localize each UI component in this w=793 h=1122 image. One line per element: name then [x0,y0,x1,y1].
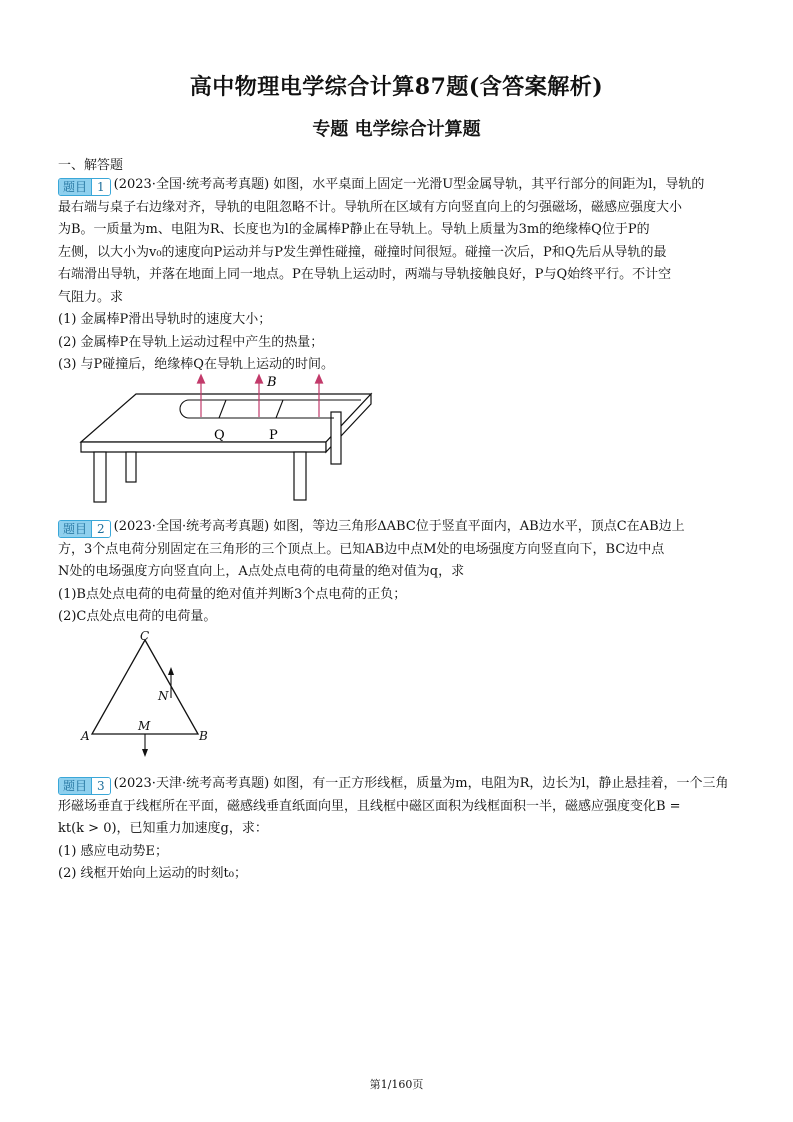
question-line: 最右端与桌子右边缘对齐，导轨的电阻忽略不计。导轨所在区域有方向竖直向上的匀强磁场，磁感应强度大小 [58,199,683,215]
question-1 [58,174,738,377]
table-leg [126,452,136,482]
question-line: kt(k > 0)，已知重力加速度g，求： [58,821,268,836]
page-footer: 第1/160页 [369,1078,424,1091]
sub-question: (2) 金属棒P在导轨上运动过程中产生的热量； [58,334,324,350]
label-c: C [140,629,150,643]
document-title: 高中物理电学综合计算87题(含答案解析) [189,74,604,100]
question-line [58,773,738,796]
question-line: N处的电场强度方向竖直向上，A点处点电荷的电荷量的绝对值为q，求 [58,564,465,579]
question-line [58,516,738,539]
sub-question: (1) 感应电动势E； [58,843,169,859]
question-text: (2023·天津·统考高考真题) 如图，有一正方形线框，质量为m，电阻为R，边长为l，静止悬挂着，一个三角 [113,776,729,791]
question-line: 为B。一质量为m、电阻为R、长度也为l的金属棒P静止在导轨上。导轨上质量为3m的绝缘棒Q位于P的 [58,222,650,237]
question-badge [58,777,111,795]
label-q: Q [214,428,225,443]
triangle-figure [78,628,218,760]
badge-number: 1 [91,179,110,195]
table-leg [94,452,106,502]
label-p: P [269,428,278,443]
table-front-edge [81,442,326,452]
question-line [58,174,738,197]
question-line: 右端滑出导轨，并落在地面上同一地点。P在导轨上运动时，两端与导轨接触良好，P与Q始终平行。不计空 [58,267,672,282]
label-n: N [158,689,169,703]
badge-label: 题目 [59,778,91,794]
section-heading: 一、解答题 [58,158,124,173]
badge-label: 题目 [59,521,91,537]
label-a: A [81,729,90,743]
label-m: M [138,719,151,733]
question-line: 气阻力。求 [58,289,124,305]
question-line: 形磁场垂直于线框所在平面，磁感线垂直纸面向里，且线框中磁区面积为线框面积一半，磁感应强度变化B = [58,798,681,814]
question-line: 左侧，以大小为v₀的速度向P运动并与P发生弹性碰撞，碰撞时间很短。碰撞一次后，P和Q先后从导轨的最 [58,244,667,260]
badge-number: 3 [91,778,110,794]
sub-question: (1) 金属棒P滑出导轨时的速度大小； [58,312,272,327]
table-rail-figure [76,372,376,506]
sub-question: (1)B点处点电荷的电荷量的绝对值并判断3个点电荷的正负； [58,586,407,602]
question-badge [58,178,111,196]
question-line: 方，3个点电荷分别固定在三角形的三个顶点上。已知AB边中点M处的电场强度方向竖直向下，BC边中点 [58,541,665,557]
question-text: (2023·全国·统考高考真题) 如图，水平桌面上固定一光滑U型金属导轨，其平行部分的间距为l，导轨的 [113,177,705,192]
badge-number: 2 [91,521,110,537]
sub-question: (3) 与P碰撞后，绝缘棒Q在导轨上运动的时间。 [58,357,334,372]
label-b: B [267,375,277,390]
table-leg [294,452,306,500]
sub-question: (2)C点处点电荷的电荷量。 [58,609,217,624]
label-b: B [199,729,208,743]
question-3 [58,773,738,886]
table-leg [331,412,341,464]
sub-question: (2) 线框开始向上运动的时刻t₀； [58,866,247,881]
question-text: (2023·全国·统考高考真题) 如图，等边三角形ΔABC位于竖直平面内，AB边水平，顶点C在AB边上 [113,519,685,534]
question-2 [58,516,738,629]
badge-label: 题目 [59,179,91,195]
document-subtitle: 专题 电学综合计算题 [312,119,481,140]
question-badge [58,520,111,538]
